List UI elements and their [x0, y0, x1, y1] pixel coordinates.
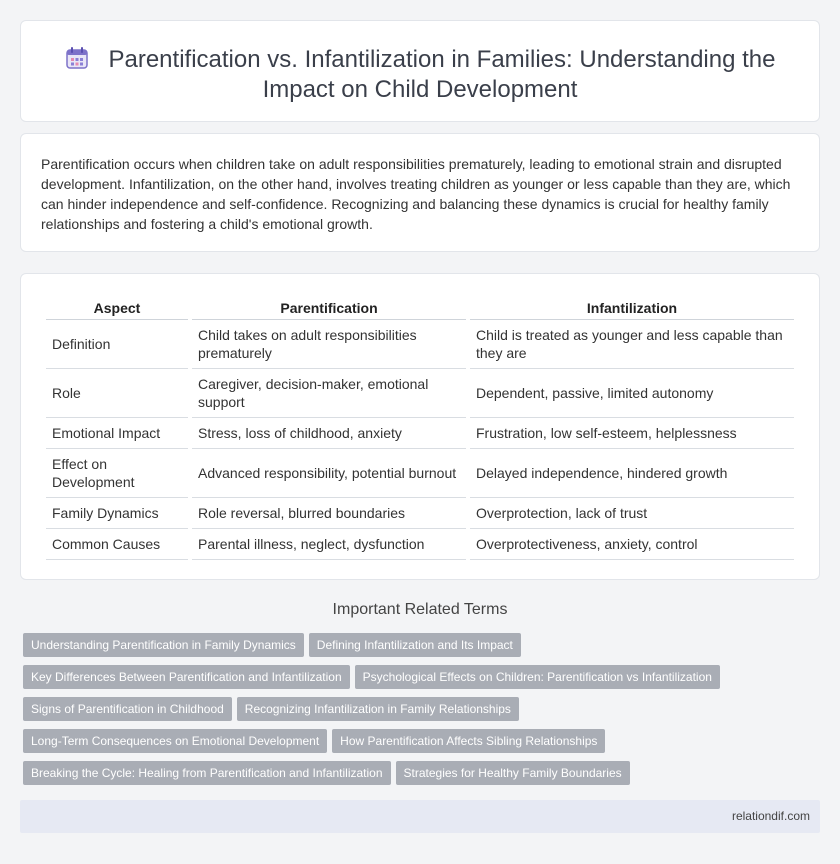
- title-wrap: [21, 45, 819, 105]
- related-terms-title: Important Related Terms: [332, 601, 508, 618]
- table-row: [46, 529, 794, 560]
- comparison-card: [20, 273, 820, 580]
- cell-aspect: Definition: [46, 320, 188, 369]
- cell-infantilization: Child is treated as younger and less capable than they are: [470, 320, 794, 369]
- cell-infantilization: Overprotection, lack of trust: [470, 498, 794, 529]
- footer: [20, 800, 820, 833]
- related-tag[interactable]: Long-Term Consequences on Emotional Development: [23, 729, 327, 753]
- table-row: [46, 449, 794, 498]
- header-parentification: Parentification: [192, 296, 466, 320]
- cell-aspect: Family Dynamics: [46, 498, 188, 529]
- intro-card: [20, 133, 820, 252]
- cell-infantilization: Frustration, low self-esteem, helplessness: [470, 418, 794, 449]
- comparison-table: [42, 296, 798, 560]
- cell-infantilization: Overprotectiveness, anxiety, control: [470, 529, 794, 560]
- page-title: [61, 45, 779, 105]
- table-row: [46, 320, 794, 369]
- page-title-text: Parentification vs. Infantilization in Families: Understanding the Impact on Child Development: [108, 46, 776, 103]
- cell-aspect: Emotional Impact: [46, 418, 188, 449]
- footer-site-link[interactable]: relationdif.com: [731, 809, 810, 823]
- related-tag[interactable]: Key Differences Between Parentification and Infantilization: [23, 665, 350, 689]
- related-tag[interactable]: Recognizing Infantilization in Family Relationships: [237, 697, 519, 721]
- cell-infantilization: Dependent, passive, limited autonomy: [470, 369, 794, 418]
- tag-row: [23, 761, 813, 793]
- calendar-icon: [64, 45, 90, 71]
- cell-parentification: Stress, loss of childhood, anxiety: [192, 418, 466, 449]
- cell-parentification: Role reversal, blurred boundaries: [192, 498, 466, 529]
- cell-parentification: Parental illness, neglect, dysfunction: [192, 529, 466, 560]
- intro-text: Parentification occurs when children take on adult responsibilities prematurely, leading to emotional strain and disrupted development. Infantilization, on the other hand, involves treating children as younger or less capable than they are, which can hinder independence and self-confidence. Recognizing and balancing these dynamics is crucial for healthy family relationships and fostering a child's emotional growth.: [41, 156, 791, 232]
- header-aspect: Aspect: [46, 296, 188, 320]
- table-row: [46, 369, 794, 418]
- table-header-row: [46, 296, 794, 320]
- tag-row: [23, 697, 813, 729]
- related-terms-tags: [23, 633, 813, 793]
- header-card: [20, 20, 820, 122]
- cell-parentification: Child takes on adult responsibilities prematurely: [192, 320, 466, 369]
- cell-aspect: Common Causes: [46, 529, 188, 560]
- table-row: [46, 498, 794, 529]
- cell-aspect: Effect on Development: [46, 449, 188, 498]
- cell-aspect: Role: [46, 369, 188, 418]
- tag-row: [23, 729, 813, 761]
- related-tag[interactable]: Strategies for Healthy Family Boundaries: [396, 761, 630, 785]
- related-tag[interactable]: Understanding Parentification in Family Dynamics: [23, 633, 304, 657]
- header-infantilization: Infantilization: [470, 296, 794, 320]
- tag-row: [23, 665, 813, 697]
- related-tag[interactable]: Breaking the Cycle: Healing from Parentification and Infantilization: [23, 761, 391, 785]
- related-tag[interactable]: Psychological Effects on Children: Parentification vs Infantilization: [355, 665, 720, 689]
- tag-row: [23, 633, 813, 665]
- related-tag[interactable]: How Parentification Affects Sibling Relationships: [332, 729, 605, 753]
- table-row: [46, 418, 794, 449]
- related-tag[interactable]: Defining Infantilization and Its Impact: [309, 633, 521, 657]
- cell-parentification: Advanced responsibility, potential burnout: [192, 449, 466, 498]
- related-tag[interactable]: Signs of Parentification in Childhood: [23, 697, 232, 721]
- cell-parentification: Caregiver, decision-maker, emotional support: [192, 369, 466, 418]
- cell-infantilization: Delayed independence, hindered growth: [470, 449, 794, 498]
